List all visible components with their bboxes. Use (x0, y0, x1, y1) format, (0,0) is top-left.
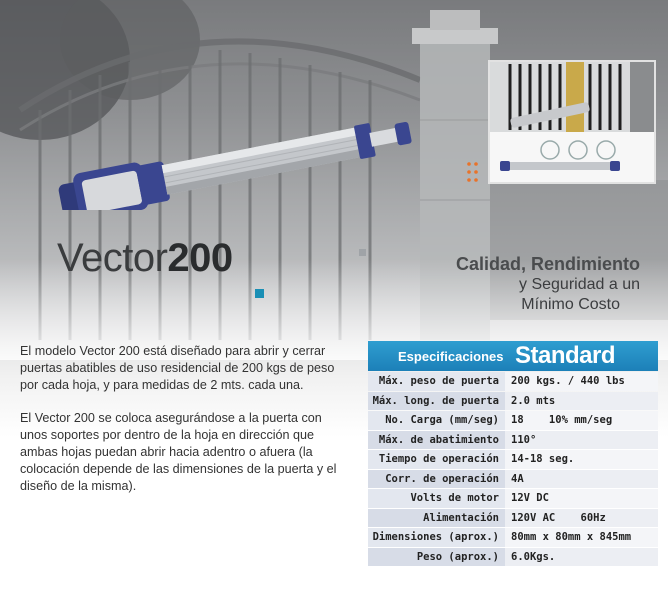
product-title (57, 236, 233, 281)
product-name: Vector (57, 236, 168, 280)
spec-row (368, 470, 658, 489)
specs-header-title: Standard (515, 342, 616, 369)
spec-row (368, 489, 658, 508)
tagline-line3: Mínimo Costo (521, 296, 620, 313)
spec-row (368, 411, 658, 430)
spec-label: Máx. peso de puerta (368, 372, 505, 391)
tagline-line2: y Seguridad a un (519, 276, 640, 293)
installation-photo (488, 60, 656, 184)
spec-value: 12V DC (505, 489, 658, 508)
spec-label: Alimentación (368, 509, 505, 528)
tagline (380, 254, 640, 315)
actuator-illustration (45, 100, 415, 210)
spec-value: 18 10% mm/seg (505, 411, 658, 430)
decorative-dots-icon (466, 160, 480, 184)
spec-label: Dimensiones (aprox.) (368, 528, 505, 547)
spec-row (368, 450, 658, 469)
spec-label: Máx. long. de puerta (368, 392, 505, 411)
spec-label: Volts de motor (368, 489, 505, 508)
spec-row (368, 372, 658, 391)
spec-label: No. Carga (mm/seg) (368, 411, 505, 430)
spec-value: 14-18 seg. (505, 450, 658, 469)
spec-row (368, 528, 658, 547)
spec-value: 200 kgs. / 440 lbs (505, 372, 658, 391)
description-paragraph-2: El Vector 200 se coloca asegurándose a la puerta con unos soportes por dentro de la hoja en dirección que ambas hojas puedan abrir hacia adentro o afuera (la colocación depende de las dimensiones de la puerta y el diseño de la misma). (20, 411, 337, 493)
specs-header-label: Especificaciones (398, 349, 504, 364)
spec-label: Corr. de operación (368, 470, 505, 489)
spec-value: 110° (505, 431, 658, 450)
product-model-number: 200 (167, 236, 233, 280)
tagline-line1: Calidad, Rendimiento (455, 254, 640, 274)
spec-row (368, 548, 658, 567)
specs-header (368, 341, 658, 371)
spec-row (368, 509, 658, 528)
product-description (20, 343, 350, 511)
spec-row (368, 392, 658, 411)
spec-label: Tiempo de operación (368, 450, 505, 469)
spec-value: 120V AC 60Hz (505, 509, 658, 528)
spec-value: 2.0 mts (505, 392, 658, 411)
spec-label: Peso (aprox.) (368, 548, 505, 567)
spec-value: 6.0Kgs. (505, 548, 658, 567)
description-paragraph-1: El modelo Vector 200 está diseñado para abrir y cerrar puertas abatibles de uso residencial de 200 kgs de peso por cada hoja, y para medidas de 2 mts. cada una. (20, 344, 335, 392)
spec-value: 80mm x 80mm x 845mm (505, 528, 658, 547)
spec-row (368, 431, 658, 450)
accent-square-icon (255, 289, 264, 298)
specs-table (368, 341, 658, 566)
spec-value: 4A (505, 470, 658, 489)
divider-square-icon (359, 249, 366, 256)
spec-label: Máx. de abatimiento (368, 431, 505, 450)
